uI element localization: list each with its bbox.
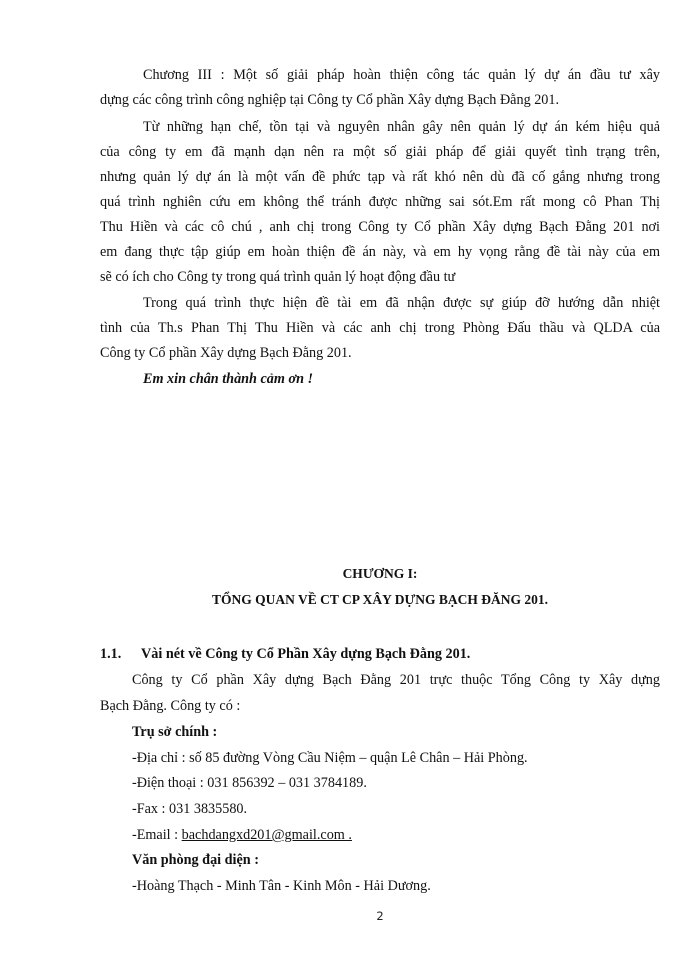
para3-line-3: Công ty Cổ phần Xây dựng Bạch Đằng 201. — [100, 345, 352, 361]
rep-office-location: -Hoàng Thạch - Minh Tân - Kinh Môn - Hải Dương. — [132, 878, 431, 894]
rep-office-label: Văn phòng đại diện : — [132, 852, 259, 868]
head-office-label: Trụ sở chính : — [132, 724, 218, 740]
fax-line: -Fax : 031 3835580. — [132, 801, 248, 817]
para2-line-7: sẽ có ích cho Công ty trong quá trình quản lý hoạt động đầu tư — [100, 269, 456, 285]
email-line — [132, 826, 692, 844]
thanks-line: Em xin chân thành cảm ơn ! — [143, 371, 314, 387]
section-title: Vài nét về Công ty Cổ Phần Xây dựng Bạch Đằng 201. — [141, 646, 471, 662]
para2-line-2: của công ty em đã mạnh dạn nên ra một số giải pháp để giải quyết tình trạng trên, — [100, 144, 660, 160]
body-line-2: Bạch Đằng. Công ty có : — [100, 698, 241, 714]
para2-line-3: nhưng quản lý dự án là một vấn đề phức tạp và rất khó nên dù đã cố gắng nhưng trong — [100, 169, 660, 185]
para2-line-4: quá trình nghiên cứu em không thể tránh được những sai sót.Em rất mong cô Phan Thị — [100, 194, 660, 210]
chapter-title: CHƯƠNG I: — [342, 566, 418, 581]
chapter3-line-2: dựng các công trình công nghiệp tại Công ty Cổ phần Xây dựng Bạch Đằng 201. — [100, 92, 560, 108]
section-number: 1.1. — [100, 646, 122, 662]
para3-line-2: tình của Th.s Phan Thị Thu Hiền và các anh chị trong Phòng Đấu thầu và QLDA của — [100, 320, 660, 336]
para3-line-1: Trong quá trình thực hiện đề tài em đã nhận được sự giúp đỡ hướng dẫn nhiệt — [143, 295, 660, 311]
chapter-subtitle: TỔNG QUAN VỀ CT CP XÂY DỰNG BẠCH ĐĂNG 201. — [211, 592, 549, 607]
email-link[interactable]: bachdangxd201@gmail.com . — [181, 827, 352, 843]
para2-line-5: Thu Hiền và các cô chú , anh chị trong Công ty Cổ phần Xây dựng Bạch Đằng 201 nơi — [100, 219, 660, 235]
page-number: 2 — [376, 909, 384, 923]
email-prefix: -Email : — [132, 827, 182, 843]
para2-line-1: Từ những hạn chế, tồn tại và nguyên nhân gây nên quản lý dự án kém hiệu quả — [143, 119, 660, 135]
phone-line: -Điện thoại : 031 856392 – 031 3784189. — [132, 775, 367, 791]
section-heading — [100, 645, 660, 663]
para2-line-6: em đang thực tập giúp em hoàn thiện đề án này, và em hy vọng rằng đề tài này của em — [100, 244, 660, 260]
chapter3-line-1: Chương III : Một số giải pháp hoàn thiện công tác quản lý dự án đầu tư xây — [143, 67, 660, 83]
address-line: -Địa chỉ : số 85 đường Vòng Cầu Niệm – quận Lê Chân – Hải Phòng. — [132, 750, 528, 766]
body-line-1: Công ty Cổ phần Xây dựng Bạch Đằng 201 trực thuộc Tổng Công ty Xây dựng — [132, 672, 660, 688]
